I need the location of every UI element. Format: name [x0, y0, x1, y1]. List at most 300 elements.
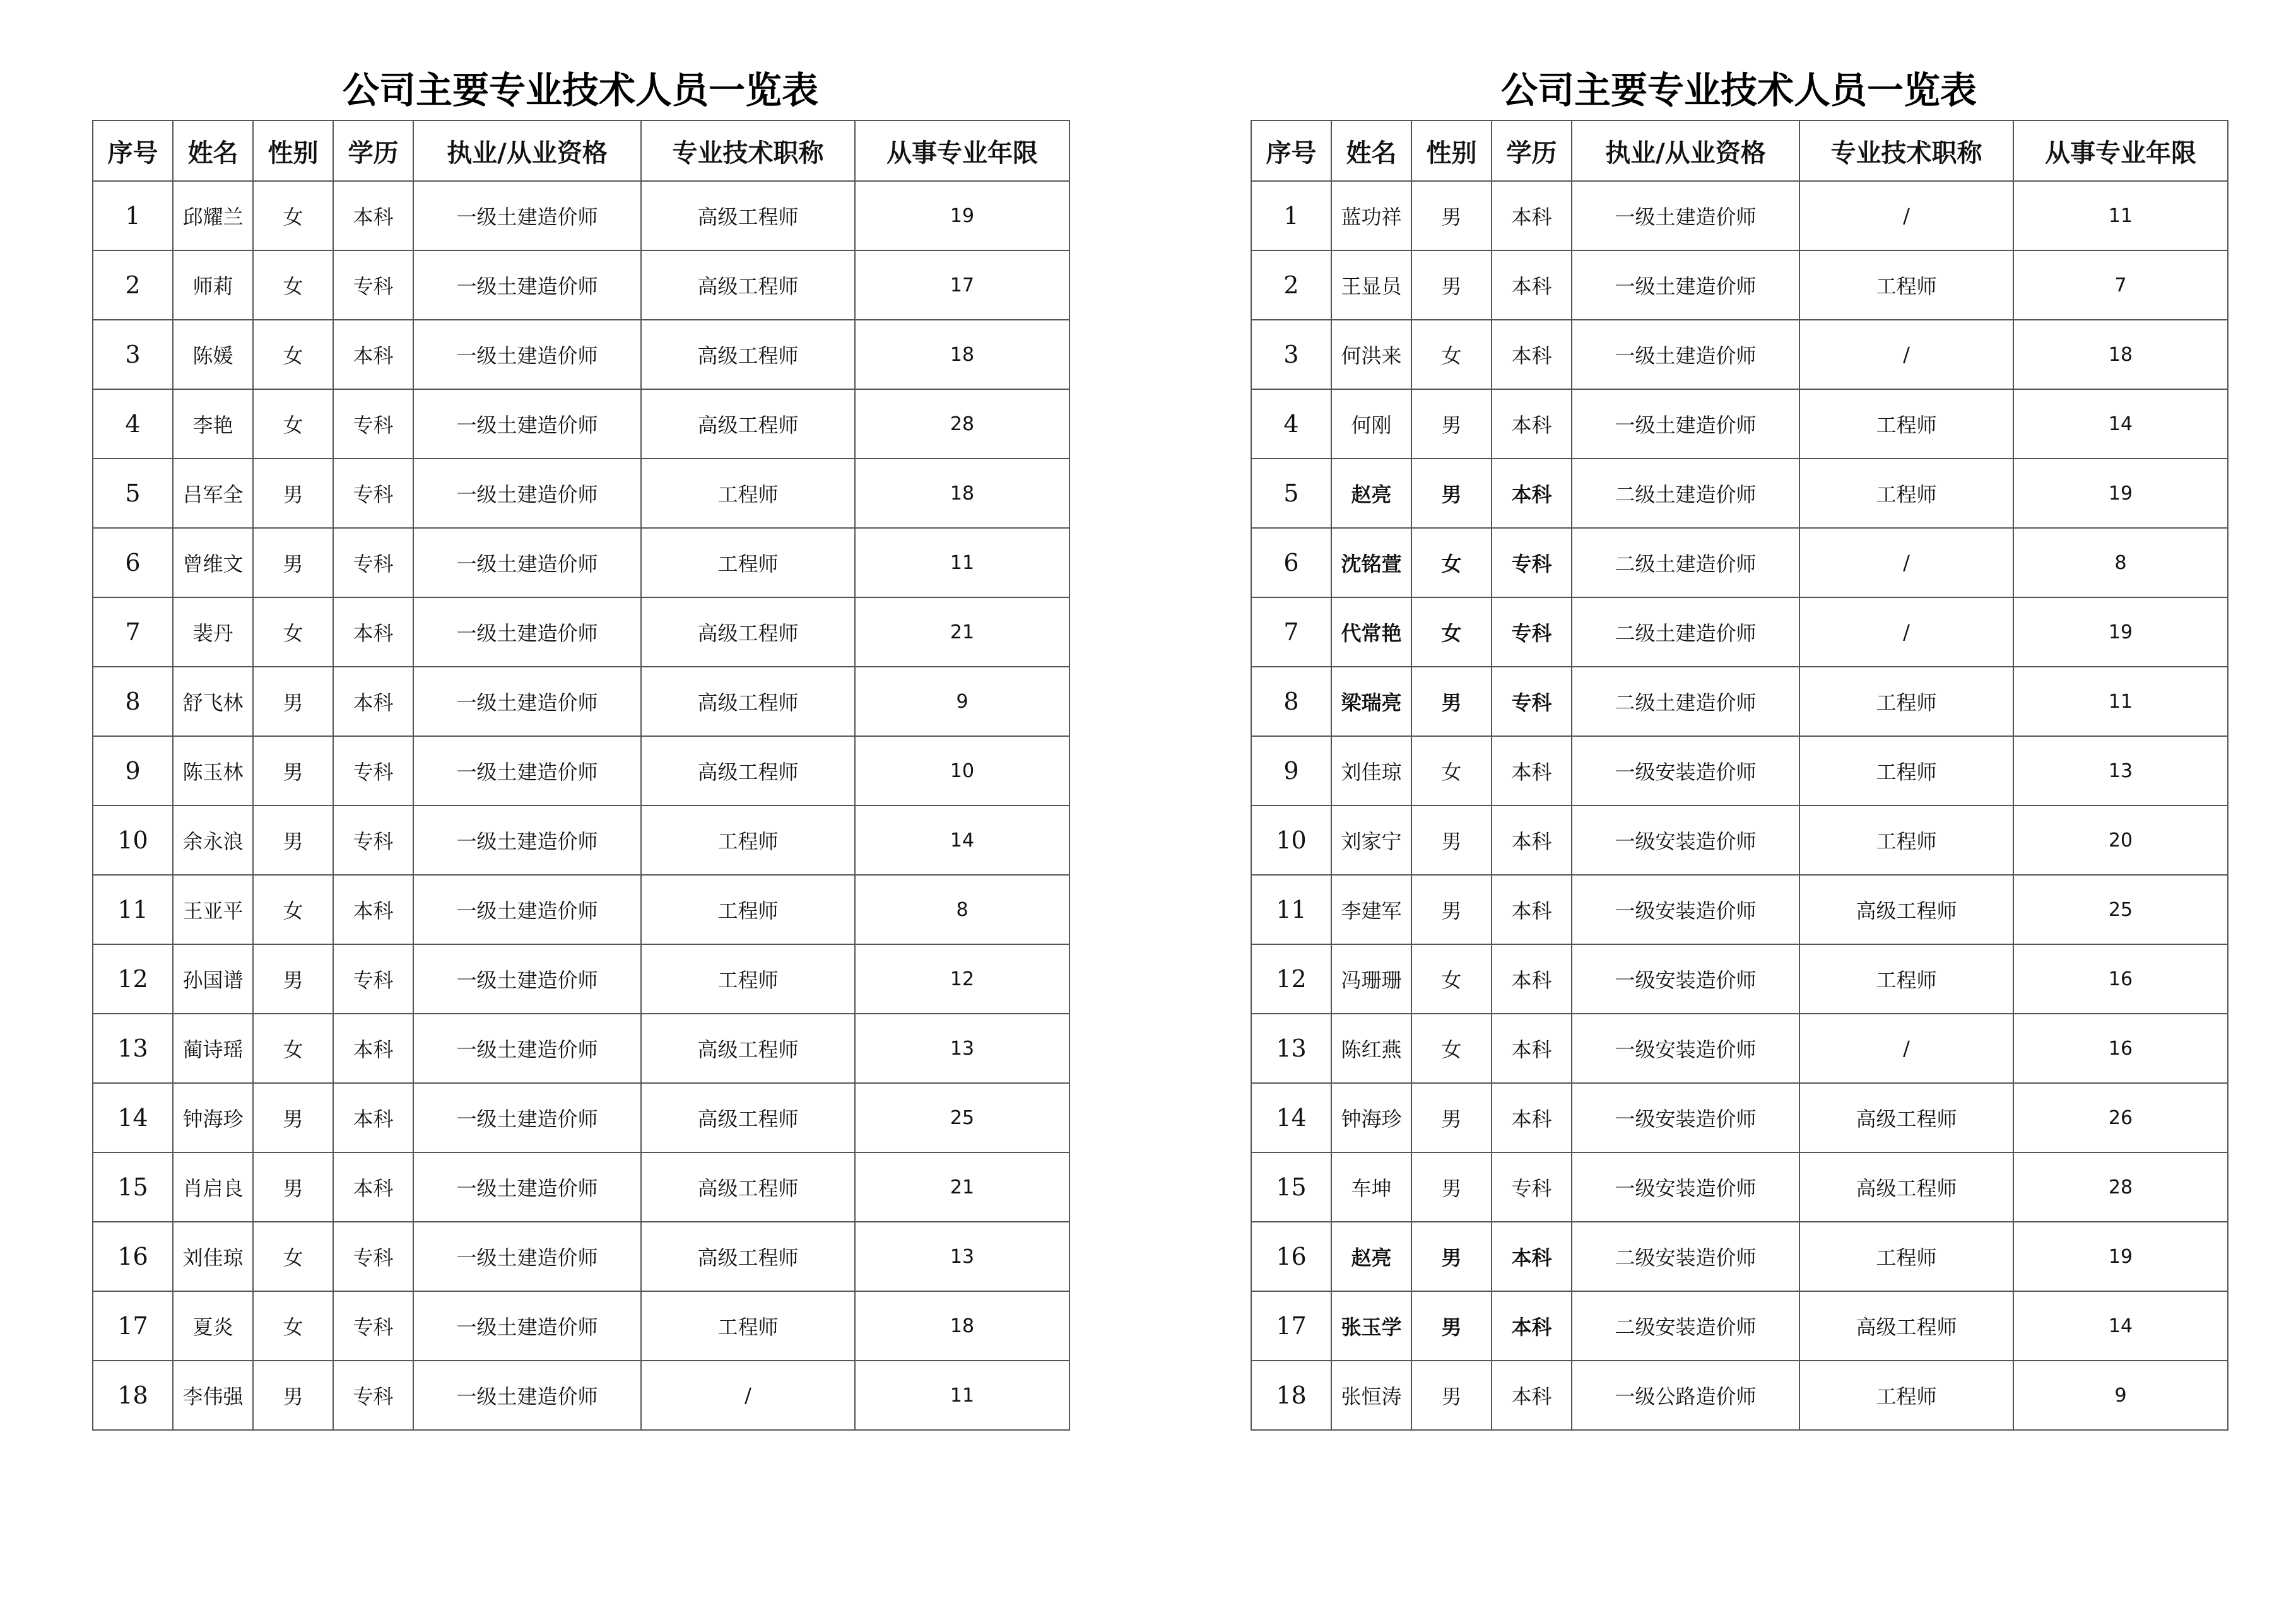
col-qualification-cell: 一级土建造价师 — [1572, 250, 1799, 320]
col-qualification-cell: 一级土建造价师 — [413, 1291, 641, 1361]
col-years-cell: 28 — [855, 389, 1069, 459]
col-title-cell: / — [1799, 320, 2013, 389]
col-title-cell: 工程师 — [1799, 250, 2013, 320]
col-no-cell: 18 — [1251, 1361, 1331, 1430]
col-qualification-cell: 一级土建造价师 — [413, 1083, 641, 1152]
col-qualification-cell: 一级安装造价师 — [1572, 1083, 1799, 1152]
col-gender-cell: 男 — [253, 1361, 333, 1430]
col-title-cell: 工程师 — [641, 875, 855, 944]
header-col-name: 姓名 — [1331, 120, 1411, 181]
header-col-education: 学历 — [333, 120, 413, 181]
staff-table-panel-left — [92, 63, 1069, 1431]
col-gender-cell: 男 — [253, 1152, 333, 1222]
col-years-cell: 20 — [2013, 806, 2228, 875]
col-education-cell: 专科 — [333, 528, 413, 597]
col-years-cell: 8 — [855, 875, 1069, 944]
col-education-cell: 本科 — [1492, 736, 1572, 806]
col-title-cell: / — [1799, 597, 2013, 667]
col-gender-cell: 男 — [1411, 1222, 1492, 1291]
col-title-cell: 高级工程师 — [641, 667, 855, 736]
col-gender-cell: 男 — [253, 806, 333, 875]
col-qualification-cell: 一级土建造价师 — [413, 528, 641, 597]
col-gender-cell: 女 — [1411, 736, 1492, 806]
table-row — [1251, 1083, 2228, 1152]
col-name-cell: 赵亮 — [1331, 459, 1411, 528]
col-title-cell: 工程师 — [1799, 944, 2013, 1014]
col-gender-cell: 男 — [253, 667, 333, 736]
col-title-cell: 高级工程师 — [641, 389, 855, 459]
col-name-cell: 陈媛 — [173, 320, 253, 389]
header-col-title: 专业技术职称 — [1799, 120, 2013, 181]
col-name-cell: 蔺诗瑶 — [173, 1014, 253, 1083]
col-gender-cell: 女 — [253, 1014, 333, 1083]
header-col-name: 姓名 — [173, 120, 253, 181]
col-title-cell: 工程师 — [1799, 667, 2013, 736]
col-qualification-cell: 二级土建造价师 — [1572, 667, 1799, 736]
col-education-cell: 本科 — [1492, 1361, 1572, 1430]
col-gender-cell: 女 — [253, 1291, 333, 1361]
col-qualification-cell: 一级土建造价师 — [413, 181, 641, 250]
col-years-cell: 9 — [2013, 1361, 2228, 1430]
col-name-cell: 代常艳 — [1331, 597, 1411, 667]
col-years-cell: 19 — [2013, 597, 2228, 667]
table-title: 公司主要专业技术人员一览表 — [342, 69, 818, 112]
col-education-cell: 专科 — [333, 1361, 413, 1430]
col-gender-cell: 女 — [253, 1222, 333, 1291]
header-col-qualification: 执业/从业资格 — [1572, 120, 1799, 181]
col-years-cell: 19 — [855, 181, 1069, 250]
col-title-cell: 高级工程师 — [641, 320, 855, 389]
col-no-cell: 7 — [93, 597, 173, 667]
col-years-cell: 8 — [2013, 528, 2228, 597]
col-title-cell: 工程师 — [641, 806, 855, 875]
col-gender-cell: 女 — [253, 597, 333, 667]
table-header — [1251, 120, 2228, 181]
col-gender-cell: 男 — [1411, 1152, 1492, 1222]
col-name-cell: 吕军全 — [173, 459, 253, 528]
col-title-cell: 高级工程师 — [1799, 875, 2013, 944]
col-no-cell: 4 — [1251, 389, 1331, 459]
col-years-cell: 16 — [2013, 944, 2228, 1014]
col-name-cell: 陈红燕 — [1331, 1014, 1411, 1083]
col-no-cell: 3 — [93, 320, 173, 389]
col-education-cell: 专科 — [1492, 1152, 1572, 1222]
col-qualification-cell: 一级土建造价师 — [413, 389, 641, 459]
col-qualification-cell: 二级安装造价师 — [1572, 1222, 1799, 1291]
col-title-cell: 工程师 — [1799, 736, 2013, 806]
col-name-cell: 张玉学 — [1331, 1291, 1411, 1361]
col-years-cell: 18 — [855, 1291, 1069, 1361]
col-title-cell: 高级工程师 — [1799, 1152, 2013, 1222]
table-row — [93, 1014, 1069, 1083]
col-title-cell: 高级工程师 — [641, 736, 855, 806]
col-title-cell: 工程师 — [1799, 1361, 2013, 1430]
col-title-cell: 高级工程师 — [1799, 1291, 2013, 1361]
col-education-cell: 本科 — [1492, 1291, 1572, 1361]
col-education-cell: 专科 — [333, 806, 413, 875]
col-years-cell: 25 — [855, 1083, 1069, 1152]
col-title-cell: / — [1799, 181, 2013, 250]
col-gender-cell: 女 — [1411, 944, 1492, 1014]
col-qualification-cell: 一级公路造价师 — [1572, 1361, 1799, 1430]
col-gender-cell: 男 — [1411, 181, 1492, 250]
col-years-cell: 13 — [2013, 736, 2228, 806]
col-title-cell: 工程师 — [641, 944, 855, 1014]
col-no-cell: 11 — [93, 875, 173, 944]
col-no-cell: 14 — [93, 1083, 173, 1152]
col-gender-cell: 男 — [1411, 1291, 1492, 1361]
col-education-cell: 本科 — [333, 667, 413, 736]
col-name-cell: 裴丹 — [173, 597, 253, 667]
col-years-cell: 11 — [2013, 181, 2228, 250]
col-qualification-cell: 一级安装造价师 — [1572, 1014, 1799, 1083]
col-name-cell: 邱耀兰 — [173, 181, 253, 250]
col-name-cell: 钟海珍 — [1331, 1083, 1411, 1152]
col-no-cell: 5 — [1251, 459, 1331, 528]
table-row — [93, 459, 1069, 528]
col-no-cell: 17 — [93, 1291, 173, 1361]
col-no-cell: 7 — [1251, 597, 1331, 667]
table-row — [1251, 1222, 2228, 1291]
col-qualification-cell: 一级安装造价师 — [1572, 944, 1799, 1014]
col-gender-cell: 女 — [253, 320, 333, 389]
col-education-cell: 本科 — [1492, 181, 1572, 250]
col-qualification-cell: 一级土建造价师 — [413, 667, 641, 736]
col-title-cell: 高级工程师 — [641, 1152, 855, 1222]
col-title-cell: 高级工程师 — [641, 597, 855, 667]
header-col-years: 从事专业年限 — [855, 120, 1069, 181]
col-no-cell: 2 — [1251, 250, 1331, 320]
header-col-gender: 性别 — [1411, 120, 1492, 181]
staff-table — [1251, 120, 2228, 1431]
col-qualification-cell: 一级土建造价师 — [413, 875, 641, 944]
col-no-cell: 12 — [93, 944, 173, 1014]
col-title-cell: / — [1799, 1014, 2013, 1083]
table-row — [93, 1291, 1069, 1361]
col-years-cell: 7 — [2013, 250, 2228, 320]
col-years-cell: 11 — [2013, 667, 2228, 736]
col-gender-cell: 女 — [253, 250, 333, 320]
col-years-cell: 14 — [2013, 1291, 2228, 1361]
col-education-cell: 本科 — [333, 1083, 413, 1152]
col-qualification-cell: 一级安装造价师 — [1572, 1152, 1799, 1222]
col-years-cell: 19 — [2013, 459, 2228, 528]
col-name-cell: 张恒涛 — [1331, 1361, 1411, 1430]
col-education-cell: 本科 — [333, 1152, 413, 1222]
col-education-cell: 本科 — [1492, 875, 1572, 944]
col-gender-cell: 女 — [1411, 320, 1492, 389]
table-row — [93, 528, 1069, 597]
col-education-cell: 专科 — [333, 459, 413, 528]
col-qualification-cell: 一级土建造价师 — [413, 1152, 641, 1222]
table-row — [1251, 250, 2228, 320]
col-title-cell: 工程师 — [1799, 1222, 2013, 1291]
col-name-cell: 曾维文 — [173, 528, 253, 597]
col-education-cell: 本科 — [1492, 389, 1572, 459]
col-gender-cell: 男 — [1411, 459, 1492, 528]
col-education-cell: 本科 — [1492, 320, 1572, 389]
col-name-cell: 刘佳琼 — [1331, 736, 1411, 806]
col-qualification-cell: 一级安装造价师 — [1572, 875, 1799, 944]
header-col-qualification: 执业/从业资格 — [413, 120, 641, 181]
col-no-cell: 3 — [1251, 320, 1331, 389]
col-years-cell: 16 — [2013, 1014, 2228, 1083]
col-education-cell: 本科 — [1492, 1083, 1572, 1152]
col-no-cell: 17 — [1251, 1291, 1331, 1361]
col-years-cell: 17 — [855, 250, 1069, 320]
col-years-cell: 18 — [855, 459, 1069, 528]
col-qualification-cell: 一级安装造价师 — [1572, 736, 1799, 806]
table-row — [93, 389, 1069, 459]
col-gender-cell: 男 — [1411, 875, 1492, 944]
col-no-cell: 16 — [1251, 1222, 1331, 1291]
col-education-cell: 专科 — [333, 944, 413, 1014]
col-education-cell: 本科 — [1492, 1222, 1572, 1291]
table-row — [1251, 736, 2228, 806]
col-no-cell: 1 — [1251, 181, 1331, 250]
col-gender-cell: 女 — [1411, 528, 1492, 597]
col-education-cell: 本科 — [1492, 806, 1572, 875]
col-title-cell: / — [641, 1361, 855, 1430]
col-title-cell: 高级工程师 — [641, 181, 855, 250]
table-row — [1251, 806, 2228, 875]
table-row — [93, 736, 1069, 806]
header-col-years: 从事专业年限 — [2013, 120, 2228, 181]
table-row — [93, 320, 1069, 389]
col-name-cell: 梁瑞亮 — [1331, 667, 1411, 736]
col-years-cell: 19 — [2013, 1222, 2228, 1291]
col-title-cell: / — [1799, 528, 2013, 597]
col-name-cell: 师莉 — [173, 250, 253, 320]
col-title-cell: 高级工程师 — [641, 250, 855, 320]
col-qualification-cell: 一级土建造价师 — [413, 459, 641, 528]
col-gender-cell: 男 — [1411, 806, 1492, 875]
col-title-cell: 工程师 — [641, 1291, 855, 1361]
col-education-cell: 本科 — [1492, 944, 1572, 1014]
col-years-cell: 13 — [855, 1014, 1069, 1083]
col-gender-cell: 男 — [253, 1083, 333, 1152]
col-qualification-cell: 一级土建造价师 — [413, 1222, 641, 1291]
col-education-cell: 专科 — [333, 736, 413, 806]
table-row — [1251, 389, 2228, 459]
col-qualification-cell: 二级土建造价师 — [1572, 528, 1799, 597]
table-row — [93, 1222, 1069, 1291]
col-no-cell: 13 — [1251, 1014, 1331, 1083]
table-body — [1251, 181, 2228, 1430]
col-qualification-cell: 一级土建造价师 — [413, 944, 641, 1014]
col-education-cell: 本科 — [333, 181, 413, 250]
col-education-cell: 专科 — [333, 1222, 413, 1291]
col-name-cell: 肖启良 — [173, 1152, 253, 1222]
col-gender-cell: 女 — [253, 389, 333, 459]
header-col-no: 序号 — [1251, 120, 1331, 181]
col-years-cell: 14 — [855, 806, 1069, 875]
col-years-cell: 28 — [2013, 1152, 2228, 1222]
col-no-cell: 4 — [93, 389, 173, 459]
col-education-cell: 专科 — [1492, 667, 1572, 736]
col-qualification-cell: 二级土建造价师 — [1572, 597, 1799, 667]
col-name-cell: 刘佳琼 — [173, 1222, 253, 1291]
col-title-cell: 工程师 — [641, 459, 855, 528]
table-row — [93, 944, 1069, 1014]
table-row — [1251, 528, 2228, 597]
col-years-cell: 9 — [855, 667, 1069, 736]
col-title-cell: 工程师 — [1799, 459, 2013, 528]
col-education-cell: 专科 — [1492, 528, 1572, 597]
table-row — [93, 1083, 1069, 1152]
table-row — [1251, 1291, 2228, 1361]
col-qualification-cell: 一级土建造价师 — [413, 1014, 641, 1083]
col-no-cell: 9 — [93, 736, 173, 806]
col-qualification-cell: 一级土建造价师 — [413, 1361, 641, 1430]
col-no-cell: 8 — [1251, 667, 1331, 736]
col-gender-cell: 男 — [1411, 1361, 1492, 1430]
table-row — [93, 875, 1069, 944]
col-name-cell: 赵亮 — [1331, 1222, 1411, 1291]
col-qualification-cell: 一级土建造价师 — [1572, 320, 1799, 389]
col-no-cell: 16 — [93, 1222, 173, 1291]
table-row — [93, 250, 1069, 320]
col-gender-cell: 男 — [253, 459, 333, 528]
col-gender-cell: 男 — [1411, 250, 1492, 320]
header-col-no: 序号 — [93, 120, 173, 181]
col-name-cell: 刘家宁 — [1331, 806, 1411, 875]
col-years-cell: 21 — [855, 597, 1069, 667]
col-name-cell: 何洪来 — [1331, 320, 1411, 389]
col-name-cell: 冯珊珊 — [1331, 944, 1411, 1014]
table-row — [93, 597, 1069, 667]
col-education-cell: 本科 — [333, 1014, 413, 1083]
col-gender-cell: 男 — [253, 528, 333, 597]
col-name-cell: 车坤 — [1331, 1152, 1411, 1222]
col-name-cell: 蓝功祥 — [1331, 181, 1411, 250]
col-name-cell: 王显员 — [1331, 250, 1411, 320]
col-no-cell: 13 — [93, 1014, 173, 1083]
col-title-cell: 工程师 — [1799, 806, 2013, 875]
col-title-cell: 高级工程师 — [641, 1014, 855, 1083]
col-qualification-cell: 二级土建造价师 — [1572, 459, 1799, 528]
table-row — [1251, 459, 2228, 528]
col-gender-cell: 男 — [1411, 667, 1492, 736]
col-years-cell: 11 — [855, 528, 1069, 597]
table-row — [1251, 667, 2228, 736]
col-education-cell: 专科 — [333, 250, 413, 320]
col-education-cell: 本科 — [1492, 459, 1572, 528]
col-no-cell: 11 — [1251, 875, 1331, 944]
col-gender-cell: 男 — [1411, 1083, 1492, 1152]
col-years-cell: 18 — [855, 320, 1069, 389]
col-qualification-cell: 一级土建造价师 — [413, 320, 641, 389]
table-row — [93, 181, 1069, 250]
table-row — [1251, 1152, 2228, 1222]
col-title-cell: 高级工程师 — [641, 1083, 855, 1152]
col-name-cell: 何刚 — [1331, 389, 1411, 459]
staff-table — [92, 120, 1070, 1431]
col-years-cell: 12 — [855, 944, 1069, 1014]
table-title: 公司主要专业技术人员一览表 — [1500, 69, 1977, 112]
col-qualification-cell: 一级安装造价师 — [1572, 806, 1799, 875]
col-name-cell: 钟海珍 — [173, 1083, 253, 1152]
col-name-cell: 孙国谱 — [173, 944, 253, 1014]
table-row — [1251, 944, 2228, 1014]
table-row — [93, 1361, 1069, 1430]
table-row — [1251, 320, 2228, 389]
col-education-cell: 本科 — [1492, 250, 1572, 320]
col-years-cell: 18 — [2013, 320, 2228, 389]
col-name-cell: 李艳 — [173, 389, 253, 459]
col-no-cell: 15 — [1251, 1152, 1331, 1222]
col-qualification-cell: 一级土建造价师 — [413, 250, 641, 320]
col-years-cell: 26 — [2013, 1083, 2228, 1152]
col-no-cell: 10 — [93, 806, 173, 875]
table-row — [93, 1152, 1069, 1222]
col-no-cell: 1 — [93, 181, 173, 250]
col-education-cell: 专科 — [333, 1291, 413, 1361]
col-years-cell: 25 — [2013, 875, 2228, 944]
col-name-cell: 沈铭萱 — [1331, 528, 1411, 597]
staff-table-panel-right — [1251, 63, 2227, 1431]
col-title-cell: 工程师 — [641, 528, 855, 597]
col-years-cell: 10 — [855, 736, 1069, 806]
col-qualification-cell: 一级土建造价师 — [413, 597, 641, 667]
col-years-cell: 21 — [855, 1152, 1069, 1222]
col-title-cell: 工程师 — [1799, 389, 2013, 459]
col-years-cell: 13 — [855, 1222, 1069, 1291]
col-education-cell: 本科 — [333, 320, 413, 389]
col-gender-cell: 女 — [253, 181, 333, 250]
table-row — [93, 667, 1069, 736]
col-years-cell: 11 — [855, 1361, 1069, 1430]
col-name-cell: 余永浪 — [173, 806, 253, 875]
col-gender-cell: 男 — [253, 944, 333, 1014]
col-no-cell: 8 — [93, 667, 173, 736]
col-no-cell: 10 — [1251, 806, 1331, 875]
col-gender-cell: 女 — [1411, 597, 1492, 667]
col-education-cell: 本科 — [1492, 1014, 1572, 1083]
col-no-cell: 2 — [93, 250, 173, 320]
col-education-cell: 本科 — [333, 875, 413, 944]
header-col-gender: 性别 — [253, 120, 333, 181]
col-no-cell: 18 — [93, 1361, 173, 1430]
col-name-cell: 夏炎 — [173, 1291, 253, 1361]
table-row — [1251, 1014, 2228, 1083]
table-row — [1251, 875, 2228, 944]
table-header — [93, 120, 1069, 181]
col-gender-cell: 男 — [253, 736, 333, 806]
col-name-cell: 李伟强 — [173, 1361, 253, 1430]
col-education-cell: 本科 — [333, 597, 413, 667]
table-row — [93, 806, 1069, 875]
col-qualification-cell: 二级安装造价师 — [1572, 1291, 1799, 1361]
table-row — [1251, 1361, 2228, 1430]
table-row — [1251, 181, 2228, 250]
col-no-cell: 6 — [1251, 528, 1331, 597]
col-education-cell: 专科 — [333, 389, 413, 459]
col-education-cell: 专科 — [1492, 597, 1572, 667]
col-no-cell: 5 — [93, 459, 173, 528]
header-col-education: 学历 — [1492, 120, 1572, 181]
col-title-cell: 高级工程师 — [641, 1222, 855, 1291]
col-name-cell: 王亚平 — [173, 875, 253, 944]
col-name-cell: 舒飞林 — [173, 667, 253, 736]
col-no-cell: 15 — [93, 1152, 173, 1222]
col-title-cell: 高级工程师 — [1799, 1083, 2013, 1152]
col-no-cell: 14 — [1251, 1083, 1331, 1152]
col-name-cell: 李建军 — [1331, 875, 1411, 944]
table-row — [1251, 597, 2228, 667]
col-qualification-cell: 一级土建造价师 — [1572, 389, 1799, 459]
col-years-cell: 14 — [2013, 389, 2228, 459]
